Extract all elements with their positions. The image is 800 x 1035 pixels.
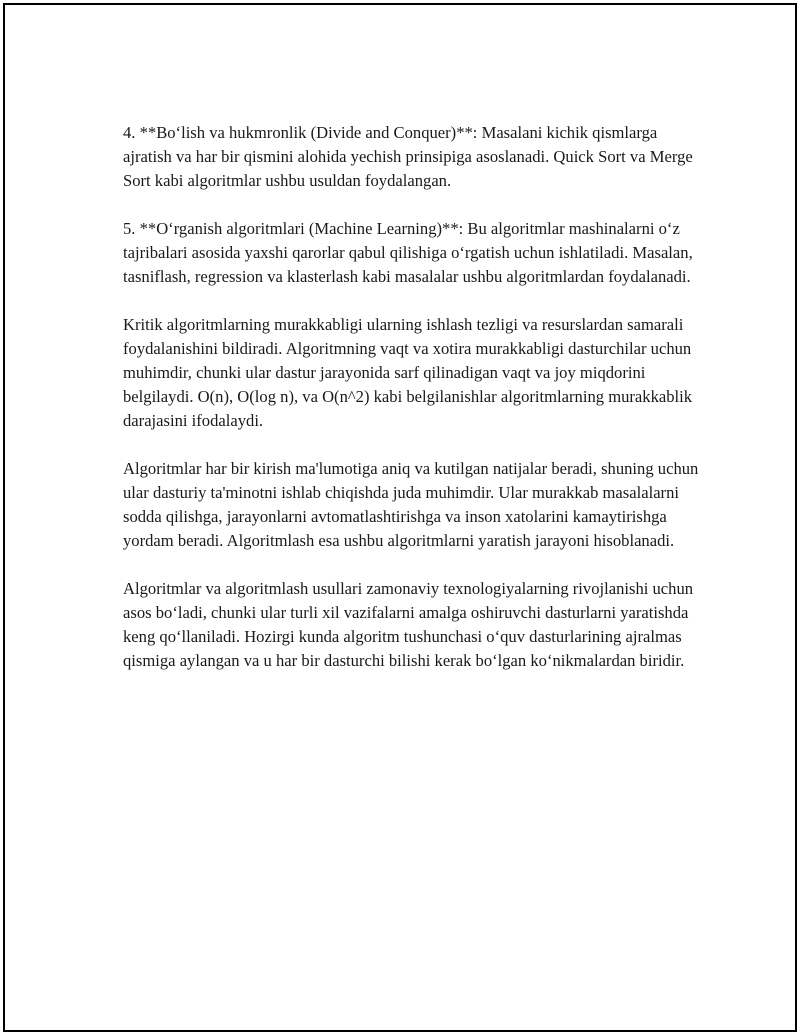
paragraph-divide-and-conquer: 4. **Bo‘lish va hukmronlik (Divide and Conquer)**: Masalani kichik qismlarga ajratish va har bir qismini alohida yechish prinsipiga asoslanadi. Quick Sort va Merge Sort kabi algoritmlar ushbu usuldan foydalangan. — [123, 123, 693, 190]
paragraph-algorithm-results: Algoritmlar har bir kirish ma'lumotiga aniq va kutilgan natijalar beradi, shuning uchun ular dasturiy ta'minotni ishlab chiqishda juda muhimdir. Ular murakkab masalalarni sodda qilishga, jarayonlarni avtomatlashtirishga va inson xatolarini kamaytirishga yordam beradi. Algoritmlash esa ushbu algoritmlarni yaratish jarayoni hisoblanadi. — [123, 459, 699, 550]
paragraph-modern-technology: Algoritmlar va algoritmlash usullari zamonaviy texnologiyalarning rivojlanishi uchun asos bo‘ladi, chunki ular turli xil vazifalarni amalga oshiruvchi dasturlarni yaratishda keng qo‘llaniladi. Hozirgi kunda algoritm tushunchasi o‘quv dasturlarining ajralmas qismiga aylangan va u har bir dasturchi bilishi kerak bo‘lgan ko‘nikmalardan biridir. — [123, 579, 694, 670]
page-border — [3, 3, 797, 1032]
paragraph-machine-learning: 5. **O‘rganish algoritmlari (Machine Learning)**: Bu algoritmlar mashinalarni o‘z tajribalari asosida yaxshi qarorlar qabul qilishiga o‘rgatish uchun ishlatiladi. Masalan, tasniflash, regression va klasterlash kabi masalalar ushbu algoritmlardan foydalanadi. — [123, 219, 693, 286]
paragraph-complexity: Kritik algoritmlarning murakkabligi ularning ishlash tezligi va resurslardan samarali foydalanishini bildiradi. Algoritmning vaqt va xotira murakkabligi dasturchilar uchun muhimdir, chunki ular dastur jarayonida sarf qilinadigan vaqt va joy miqdorini belgilaydi. O(n), O(log n), va O(n^2) kabi belgilanishlar algoritmlarning murakkablik darajasini ifodalaydi. — [123, 315, 693, 430]
document-body — [123, 121, 703, 697]
